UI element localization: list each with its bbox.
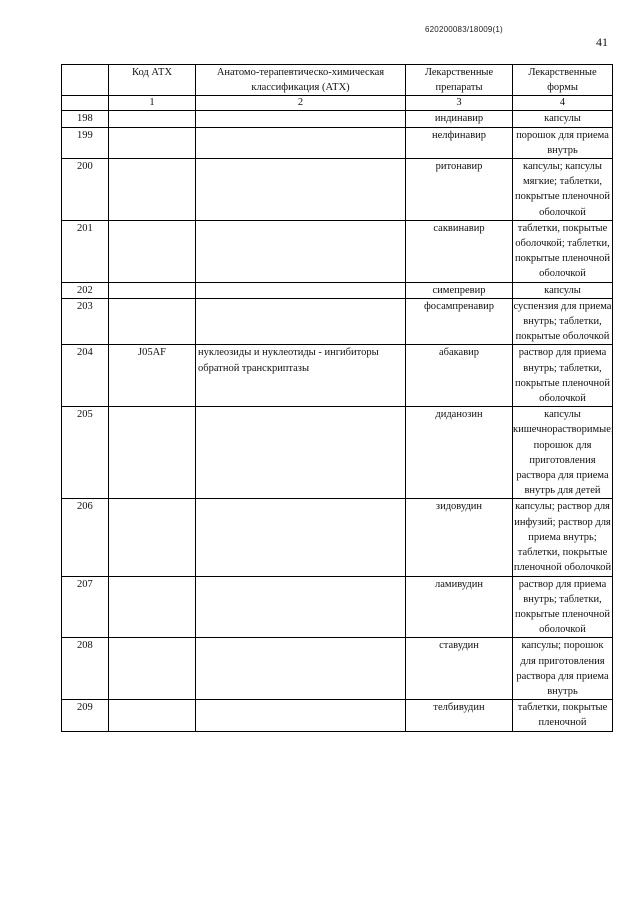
drug-name-cell: саквинавир xyxy=(406,220,513,282)
table-header-row xyxy=(62,65,613,96)
classification-cell xyxy=(196,576,406,638)
dosage-form-cell: раствор для приема внутрь; таблетки, покрытые пленочной оболочкой xyxy=(513,576,613,638)
table-row xyxy=(62,220,613,282)
drug-name-cell: симепревир xyxy=(406,282,513,298)
classification-cell xyxy=(196,407,406,499)
row-number-cell: 204 xyxy=(62,345,109,407)
drug-table xyxy=(61,64,613,732)
classification-cell xyxy=(196,700,406,731)
column-index: 3 xyxy=(406,96,513,111)
table-row xyxy=(62,407,613,499)
column-index: 4 xyxy=(513,96,613,111)
classification-cell xyxy=(196,499,406,576)
drug-name-cell: абакавир xyxy=(406,345,513,407)
atc-code-cell xyxy=(109,111,196,127)
row-number-cell: 205 xyxy=(62,407,109,499)
dosage-form-cell: порошок для приема внутрь xyxy=(513,127,613,158)
classification-cell xyxy=(196,282,406,298)
drug-name-cell: ритонавир xyxy=(406,159,513,221)
row-number-cell: 200 xyxy=(62,159,109,221)
table-row xyxy=(62,111,613,127)
column-index: 1 xyxy=(109,96,196,111)
dosage-form-cell: таблетки, покрытые оболочкой; таблетки, покрытые пленочной оболочкой xyxy=(513,220,613,282)
row-number-cell: 203 xyxy=(62,298,109,345)
column-index xyxy=(62,96,109,111)
atc-code-cell xyxy=(109,576,196,638)
dosage-form-cell: капсулы кишечнорастворимые; порошок для приготовления раствора для приема внутрь для детей xyxy=(513,407,613,499)
classification-cell xyxy=(196,111,406,127)
page-number: 41 xyxy=(596,35,608,49)
drug-name-cell: ставудин xyxy=(406,638,513,700)
table-row xyxy=(62,576,613,638)
row-number-cell: 199 xyxy=(62,127,109,158)
column-header-number xyxy=(62,65,109,96)
table-row xyxy=(62,700,613,731)
table-index-row xyxy=(62,96,613,111)
dosage-form-cell: капсулы xyxy=(513,282,613,298)
column-header-atc-code: Код АТХ xyxy=(109,65,196,96)
drug-name-cell: диданозин xyxy=(406,407,513,499)
dosage-form-cell: капсулы; капсулы мягкие; таблетки, покрытые пленочной оболочкой xyxy=(513,159,613,221)
row-number-cell: 208 xyxy=(62,638,109,700)
drug-name-cell: зидовудин xyxy=(406,499,513,576)
atc-code-cell xyxy=(109,159,196,221)
atc-code-cell xyxy=(109,700,196,731)
dosage-form-cell: капсулы; порошок для приготовления раствора для приема внутрь xyxy=(513,638,613,700)
table-row xyxy=(62,345,613,407)
table-row xyxy=(62,159,613,221)
row-number-cell: 207 xyxy=(62,576,109,638)
classification-cell xyxy=(196,220,406,282)
column-header-drugs: Лекарственные препараты xyxy=(406,65,513,96)
table-row xyxy=(62,499,613,576)
classification-cell xyxy=(196,127,406,158)
classification-cell xyxy=(196,159,406,221)
table-row xyxy=(62,638,613,700)
atc-code-cell xyxy=(109,127,196,158)
drug-name-cell: индинавир xyxy=(406,111,513,127)
row-number-cell: 202 xyxy=(62,282,109,298)
dosage-form-cell: таблетки, покрытые пленочной xyxy=(513,700,613,731)
atc-code-cell xyxy=(109,499,196,576)
atc-code-cell xyxy=(109,220,196,282)
classification-cell xyxy=(196,298,406,345)
table-row xyxy=(62,298,613,345)
drug-name-cell: ламивудин xyxy=(406,576,513,638)
drug-name-cell: фосампренавир xyxy=(406,298,513,345)
dosage-form-cell: суспензия для приема внутрь; таблетки, покрытые оболочкой xyxy=(513,298,613,345)
table-row xyxy=(62,282,613,298)
drug-name-cell: телбивудин xyxy=(406,700,513,731)
atc-code-cell xyxy=(109,298,196,345)
column-index: 2 xyxy=(196,96,406,111)
document-id: 620200083/18009(1) xyxy=(425,25,503,34)
atc-code-cell xyxy=(109,282,196,298)
row-number-cell: 201 xyxy=(62,220,109,282)
drug-name-cell: нелфинавир xyxy=(406,127,513,158)
atc-code-cell xyxy=(109,638,196,700)
row-number-cell: 209 xyxy=(62,700,109,731)
dosage-form-cell: капсулы; раствор для инфузий; раствор для приема внутрь; таблетки, покрытые пленочной оболочкой xyxy=(513,499,613,576)
dosage-form-cell: раствор для приема внутрь; таблетки, покрытые пленочной оболочкой xyxy=(513,345,613,407)
row-number-cell: 198 xyxy=(62,111,109,127)
table-row xyxy=(62,127,613,158)
column-header-classification: Анатомо-терапевтическо-химическая классификация (АТХ) xyxy=(196,65,406,96)
classification-cell xyxy=(196,638,406,700)
column-header-forms: Лекарственные формы xyxy=(513,65,613,96)
classification-cell: нуклеозиды и нуклеотиды - ингибиторы обратной транскриптазы xyxy=(196,345,406,407)
atc-code-cell: J05AF xyxy=(109,345,196,407)
dosage-form-cell: капсулы xyxy=(513,111,613,127)
row-number-cell: 206 xyxy=(62,499,109,576)
atc-code-cell xyxy=(109,407,196,499)
